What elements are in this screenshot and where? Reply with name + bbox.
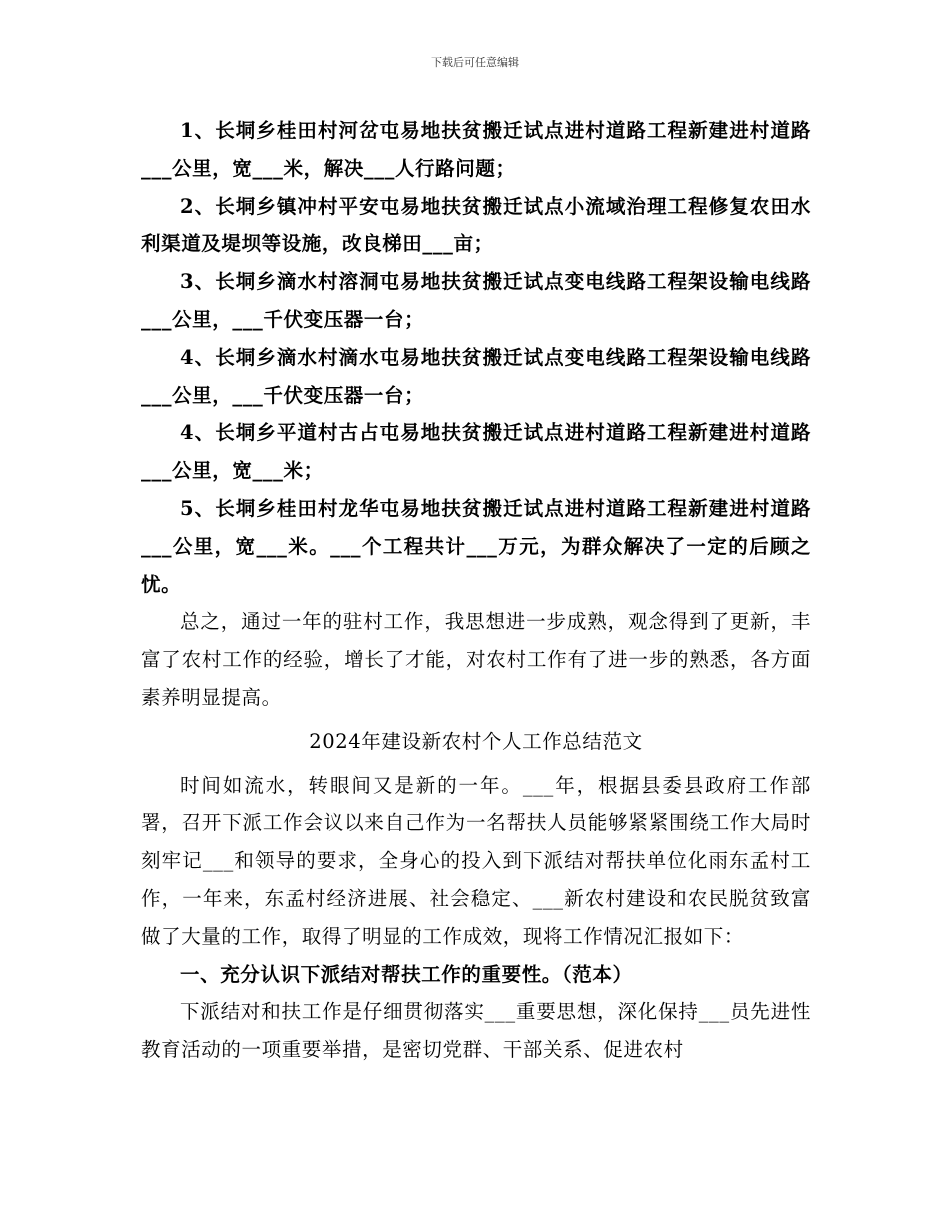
project-item-5: 5、长垌乡桂田村龙华屯易地扶贫搬迁试点进村道路工程新建进村道路___公里，宽___米。___个工程共计___万元，为群众解决了一定的后顾之忧。: [141, 496, 811, 596]
document-title: 2024年建设新农村个人工作总结范文: [309, 729, 643, 753]
section-heading: 一、充分认识下派结对帮扶工作的重要性。（范本）: [180, 962, 633, 986]
summary-paragraph: 总之，通过一年的驻村工作，我思想进一步成熟，观念得到了更新，丰富了农村工作的经验，增长了才能，对农村工作有了进一步的熟悉，各方面素养明显提高。: [141, 610, 811, 709]
document-body: [141, 112, 811, 1069]
project-item-4b: 4、长垌乡平道村古占屯易地扶贫搬迁试点进村道路工程新建进村道路___公里，宽___米；: [141, 421, 811, 483]
project-item-1: 1、长垌乡桂田村河岔屯易地扶贫搬迁试点进村道路工程新建进村道路___公里，宽___米，解决___人行路问题；: [141, 119, 811, 180]
page-header: 下载后可任意编辑: [431, 56, 519, 69]
project-item-4a: 4、长垌乡滴水村滴水屯易地扶贫搬迁试点变电线路工程架设输电线路___公里，___千伏变压器一台；: [141, 345, 811, 407]
project-item-3: 3、长垌乡滴水村溶洞屯易地扶贫搬迁试点变电线路工程架设输电线路___公里，___千伏变压器一台；: [141, 270, 811, 331]
intro-paragraph: 时间如流水，转眼间又是新的一年。___年，根据县委县政府工作部署，召开下派工作会议以来自己作为一名帮扶人员能够紧紧围绕工作大局时刻牢记___和领导的要求，全身心的投入到下派结对帮扶单位化雨东孟村工作，一年来，东孟村经济进展、社会稳定、___新农村建设和农民脱贫致富做了大量的工作，取得了明显的工作成效，现将工作情况汇报如下：: [141, 773, 811, 948]
section-paragraph: 下派结对和扶工作是仔细贯彻落实___重要思想，深化保持___员先进性教育活动的一项重要举措，是密切党群、干部关系、促进农村: [141, 1000, 811, 1062]
project-item-2: 2、长垌乡镇冲村平安屯易地扶贫搬迁试点小流域治理工程修复农田水利渠道及堤坝等设施，改良梯田___亩；: [141, 194, 811, 256]
